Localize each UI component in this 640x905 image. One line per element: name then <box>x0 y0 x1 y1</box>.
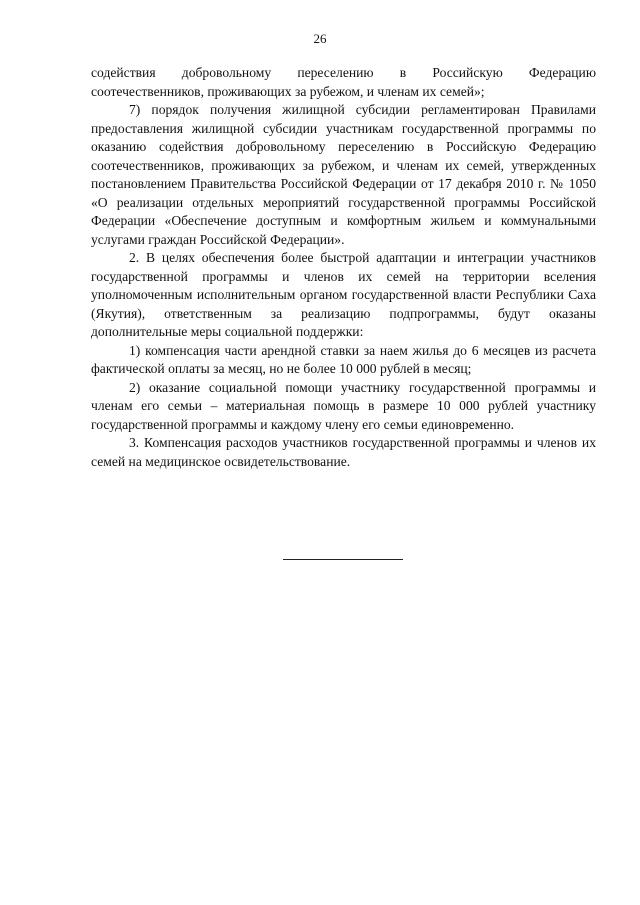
paragraph-item-1-rent-compensation: 1) компенсация части арендной ставки за наем жилья до 6 месяцев из расчета фактической оплаты за месяц, но не более 10 000 рублей в месяц; <box>91 342 596 376</box>
page-number: 26 <box>313 31 327 46</box>
paragraph-section-3-medical-compensation: 3. Компенсация расходов участников государственной программы и членов их семей на медицинское освидетельствование. <box>91 435 596 469</box>
paragraph-section-2-additional-support: 2. В целях обеспечения более быстрой адаптации и интеграции участников государственной программы и членов их семей на территории вселения уполномоченным исполнительным органом государственной власти Республики Саха (Якутия), ответственным за реализацию подпрограммы, будут оказаны дополнительные меры социальной поддержки: <box>91 250 596 339</box>
paragraph-item-2-social-assistance: 2) оказание социальной помощи участнику государственной программы и членам его семьи – материальная помощь в размере 10 000 рублей участнику государственной программы и каждому члену его семьи единовременно. <box>91 379 596 432</box>
document-body <box>91 64 596 471</box>
paragraph-item-7-housing-subsidy: 7) порядок получения жилищной субсидии регламентирован Правилами предоставления жилищной субсидии участникам государственной программы по оказанию содействия добровольному переселению в Российскую Федерацию соотечественников, проживающих за рубежом, и членам их семей, утвержденных постановлением Правительства Российской Федерации от 17 декабря 2010 г. № 1050 «О реализации отдельных мероприятий государственной программы Российской Федерации «Обеспечение доступным и комфортным жильем и коммунальными услугами граждан Российской Федерации». <box>91 102 596 247</box>
paragraph-continuation: содействия добровольному переселению в Российскую Федерацию соотечественников, проживающих за рубежом, и членам их семей»; <box>91 65 596 99</box>
end-of-document-line <box>283 559 403 560</box>
